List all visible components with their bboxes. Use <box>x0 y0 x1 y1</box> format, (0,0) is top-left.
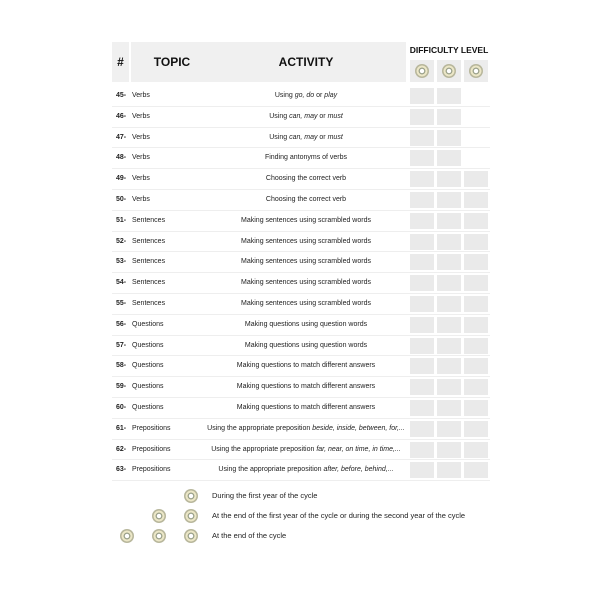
difficulty-cell[interactable] <box>410 379 434 395</box>
row-activity: Finding antonyms of verbs <box>264 154 348 162</box>
table-row <box>112 232 490 253</box>
row-topic: Questions <box>132 341 164 349</box>
row-topic: Prepositions <box>132 466 171 474</box>
difficulty-cell[interactable] <box>437 462 461 478</box>
difficulty-cell[interactable] <box>410 358 434 374</box>
row-number: 61- <box>116 424 127 432</box>
row-number: 48- <box>116 154 127 162</box>
row-topic: Prepositions <box>132 445 171 453</box>
row-topic: Questions <box>132 383 164 391</box>
difficulty-cell[interactable] <box>437 400 461 416</box>
difficulty-cell[interactable] <box>437 338 461 354</box>
row-activity: Making questions to match different answers <box>236 362 376 370</box>
row-activity: Making sentences using scrambled words <box>241 216 371 224</box>
difficulty-cell[interactable] <box>437 192 461 208</box>
difficulty-cell[interactable] <box>464 192 488 208</box>
difficulty-cell[interactable] <box>410 150 434 166</box>
row-activity: Making questions to match different answers <box>236 403 376 411</box>
row-activity: Making sentences using scrambled words <box>241 258 371 266</box>
table-row <box>112 86 490 107</box>
difficulty-cell[interactable] <box>410 234 434 250</box>
difficulty-cell[interactable] <box>410 296 434 312</box>
row-number: 45- <box>116 92 127 99</box>
difficulty-cell[interactable] <box>410 421 434 437</box>
difficulty-cell[interactable] <box>410 192 434 208</box>
difficulty-level-header: DIFFICULTY LEVEL <box>409 45 489 55</box>
row-topic: Questions <box>132 320 164 328</box>
table-row <box>112 211 490 232</box>
table-row <box>112 336 490 357</box>
row-topic: Sentences <box>132 216 166 224</box>
row-number: 54- <box>116 279 127 287</box>
table-row <box>112 377 490 398</box>
difficulty-cell[interactable] <box>410 109 434 125</box>
row-activity: Choosing the correct verb <box>265 195 347 203</box>
table-row <box>112 419 490 440</box>
difficulty-cell[interactable] <box>437 358 461 374</box>
difficulty-cell[interactable] <box>410 275 434 291</box>
difficulty-cell[interactable] <box>410 317 434 333</box>
legend-text: At the end of the first year of the cycle or during the second year of the cycle <box>212 511 466 520</box>
difficulty-cell[interactable] <box>437 296 461 312</box>
coin-icon <box>184 529 198 543</box>
row-activity: Using the appropriate preposition far, near, on time, in time,... <box>211 445 401 453</box>
legend-item <box>0 486 600 506</box>
difficulty-cell[interactable] <box>437 130 461 146</box>
table-body <box>112 86 490 481</box>
table-row <box>112 107 490 128</box>
difficulty-cell[interactable] <box>464 317 488 333</box>
table-row <box>112 398 490 419</box>
row-topic: Verbs <box>132 175 150 183</box>
row-topic: Verbs <box>132 112 150 120</box>
difficulty-cell[interactable] <box>410 88 434 104</box>
table-row <box>112 190 490 211</box>
difficulty-level-1-header <box>410 60 434 82</box>
difficulty-cell[interactable] <box>437 171 461 187</box>
table-row <box>112 252 490 273</box>
coin-icon <box>184 509 198 523</box>
activities-table <box>112 42 490 474</box>
difficulty-cell[interactable] <box>464 358 488 374</box>
number-column-header: # <box>112 42 129 82</box>
table-row <box>112 356 490 377</box>
difficulty-cell[interactable] <box>464 171 488 187</box>
table-row <box>112 273 490 294</box>
row-number: 62- <box>116 445 127 453</box>
row-topic: Questions <box>132 362 164 370</box>
difficulty-cell[interactable] <box>437 88 461 104</box>
row-number: 63- <box>116 466 127 474</box>
difficulty-cell[interactable] <box>437 442 461 458</box>
row-number: 52- <box>116 237 127 245</box>
row-number: 59- <box>116 383 127 391</box>
coin-icon <box>469 64 483 78</box>
difficulty-cell[interactable] <box>464 338 488 354</box>
difficulty-cell[interactable] <box>437 234 461 250</box>
row-topic: Verbs <box>132 133 150 141</box>
row-number: 53- <box>116 258 127 266</box>
difficulty-cell[interactable] <box>437 254 461 270</box>
coin-icon <box>152 509 166 523</box>
table-row <box>112 315 490 336</box>
difficulty-level-3-header <box>464 60 488 82</box>
row-activity: Making sentences using scrambled words <box>241 279 371 287</box>
row-topic: Verbs <box>132 195 150 203</box>
legend-item <box>0 526 600 546</box>
row-number: 46- <box>116 112 127 120</box>
difficulty-cell[interactable] <box>464 275 488 291</box>
difficulty-cell[interactable] <box>410 338 434 354</box>
coin-icon <box>415 64 429 78</box>
row-topic: Sentences <box>132 299 166 307</box>
row-activity: Making sentences using scrambled words <box>241 237 371 245</box>
coin-icon <box>152 529 166 543</box>
difficulty-cell[interactable] <box>410 254 434 270</box>
difficulty-level-2-header <box>437 60 461 82</box>
difficulty-cell[interactable] <box>410 462 434 478</box>
difficulty-cell[interactable] <box>437 379 461 395</box>
row-activity: Making questions to match different answers <box>236 383 376 391</box>
row-activity: Using can, may or must <box>269 133 343 141</box>
difficulty-cell[interactable] <box>464 213 488 229</box>
difficulty-cell[interactable] <box>464 442 488 458</box>
row-number: 56- <box>116 320 127 328</box>
legend-item <box>0 506 600 526</box>
table-row <box>112 294 490 315</box>
difficulty-cell[interactable] <box>410 400 434 416</box>
difficulty-cell[interactable] <box>464 400 488 416</box>
table-header <box>112 42 490 82</box>
row-activity: Making questions using question words <box>244 341 368 349</box>
row-number: 50- <box>116 195 127 203</box>
row-topic: Sentences <box>132 279 166 287</box>
difficulty-cell[interactable] <box>464 421 488 437</box>
difficulty-cell[interactable] <box>437 317 461 333</box>
coin-icon <box>442 64 456 78</box>
row-number: 47- <box>116 133 127 141</box>
difficulty-cell[interactable] <box>437 421 461 437</box>
row-topic: Sentences <box>132 258 166 266</box>
difficulty-cell[interactable] <box>464 254 488 270</box>
difficulty-cell[interactable] <box>464 462 488 478</box>
legend-text: At the end of the cycle <box>212 531 287 540</box>
difficulty-cell[interactable] <box>464 296 488 312</box>
row-number: 55- <box>116 299 127 307</box>
difficulty-cell[interactable] <box>437 150 461 166</box>
difficulty-cell[interactable] <box>410 442 434 458</box>
difficulty-cell[interactable] <box>437 213 461 229</box>
difficulty-cell[interactable] <box>410 171 434 187</box>
row-activity: Using can, may or must <box>269 112 343 120</box>
row-activity: Using the appropriate preposition beside, inside, between, for,... <box>207 424 405 432</box>
row-number: 60- <box>116 403 127 411</box>
table-row <box>112 460 490 481</box>
difficulty-cell[interactable] <box>437 109 461 125</box>
row-topic: Verbs <box>132 154 150 162</box>
row-number: 49- <box>116 175 127 183</box>
row-topic: Verbs <box>132 92 150 99</box>
row-activity: Choosing the correct verb <box>265 175 347 183</box>
row-activity: Making questions using question words <box>244 320 368 328</box>
row-number: 57- <box>116 341 127 349</box>
difficulty-cell[interactable] <box>464 379 488 395</box>
table-row <box>112 169 490 190</box>
row-activity: Making sentences using scrambled words <box>241 299 371 307</box>
difficulty-cell[interactable] <box>437 275 461 291</box>
row-activity: Using the appropriate preposition after, before, behind,... <box>218 466 394 474</box>
table-row <box>112 128 490 149</box>
row-topic: Prepositions <box>132 424 171 432</box>
table-row <box>112 148 490 169</box>
coin-icon <box>184 489 198 503</box>
coin-icon <box>120 529 134 543</box>
row-topic: Sentences <box>132 237 166 245</box>
row-topic: Questions <box>132 403 164 411</box>
difficulty-cell[interactable] <box>464 234 488 250</box>
topic-column-header: TOPIC <box>131 42 213 82</box>
activity-column-header: ACTIVITY <box>206 42 406 82</box>
row-number: 58- <box>116 362 127 370</box>
row-number: 51- <box>116 216 127 224</box>
difficulty-cell[interactable] <box>410 130 434 146</box>
difficulty-cell[interactable] <box>410 213 434 229</box>
table-row <box>112 440 490 461</box>
legend-text: During the first year of the cycle <box>212 491 318 500</box>
row-activity: Using go, do or play <box>274 92 338 99</box>
